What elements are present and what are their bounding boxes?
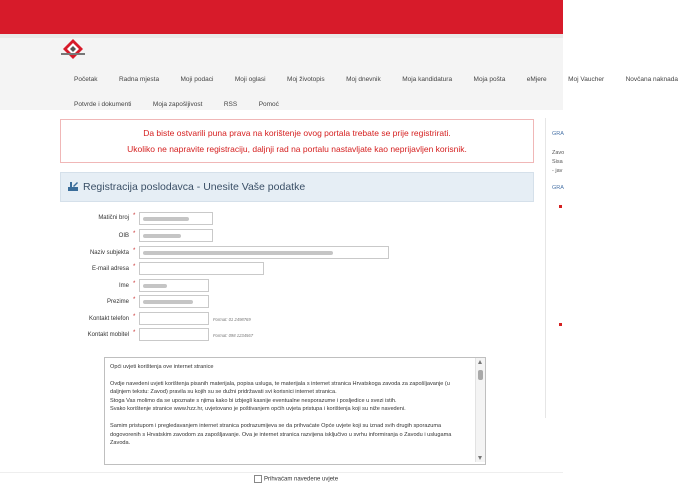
nav-novcana-naknada[interactable]: Novčana naknada bbox=[625, 76, 678, 83]
redacted-value bbox=[143, 217, 189, 221]
label-oib: OIB bbox=[118, 233, 129, 239]
redacted-value bbox=[143, 234, 181, 238]
required-marker: * bbox=[133, 330, 136, 336]
accept-terms-label[interactable]: Prihvaćam navedene uvjete bbox=[264, 476, 339, 483]
scroll-down-arrow-icon[interactable] bbox=[478, 456, 482, 460]
terms-paragraph-1: Ovdje navedeni uvjeti korištenja pisanih materijala, popisa usluga, te materijala s internet stranica Hrvatskoga zavoda za zapošljavanje (u daljnjem tekstu: Zavod) pravila su kojih su se dužni pridržavati svi korisnici internet stranica. bbox=[110, 380, 450, 396]
label-naziv-subjekta: Naziv subjekta bbox=[89, 250, 129, 256]
mobitel-format-hint: Format: 098 1234567 bbox=[213, 333, 254, 338]
email-field[interactable] bbox=[139, 262, 264, 275]
label-kontakt-mobitel: Kontakt mobitel bbox=[87, 332, 129, 338]
ime-input[interactable] bbox=[139, 279, 209, 292]
sidebar-item-1[interactable]: GRA bbox=[552, 131, 564, 137]
redacted-value bbox=[143, 300, 193, 304]
required-marker: * bbox=[133, 314, 136, 320]
nav-pocetak[interactable]: Početak bbox=[74, 76, 98, 83]
sidebar-item-3: Sisa bbox=[552, 159, 563, 165]
redacted-value bbox=[143, 284, 167, 288]
nav-pomoc[interactable]: Pomoć bbox=[258, 101, 279, 108]
sidebar-item-5[interactable]: GRA bbox=[552, 185, 564, 191]
section-title: Registracija poslodavca - Unesite Vaše podatke bbox=[83, 181, 306, 193]
nav-potvrde-i-dokumenti[interactable]: Potvrde i dokumenti bbox=[74, 101, 132, 108]
kontakt-telefon-input[interactable] bbox=[139, 312, 209, 325]
terms-content bbox=[110, 363, 472, 456]
prezime-input[interactable] bbox=[139, 295, 209, 308]
nav-moj-dnevnik[interactable]: Moj dnevnik bbox=[346, 76, 381, 83]
kontakt-mobitel-input[interactable] bbox=[139, 328, 209, 341]
label-prezime: Prezime bbox=[106, 299, 129, 305]
required-marker: * bbox=[133, 231, 136, 237]
registration-warning-box bbox=[60, 119, 534, 163]
label-email: E-mail adresa bbox=[91, 266, 129, 272]
redacted-value bbox=[143, 251, 333, 255]
terms-paragraph-2: Stoga Vas molimo da se upoznate s njima kako bi izbjegli kasnije eventualne nesporazume i posljedice u svezi istih. bbox=[110, 397, 397, 404]
naziv-subjekta-input[interactable] bbox=[139, 246, 389, 259]
nav-moja-zaposljivost[interactable]: Moja zapošljivost bbox=[152, 101, 203, 108]
label-maticni-broj: Matični broj bbox=[98, 215, 129, 221]
accept-terms-checkbox[interactable] bbox=[254, 475, 262, 483]
warning-line-1: Da biste ostvarili puna prava na korištenje ovog portala trebate se prije registrirati. bbox=[143, 128, 451, 138]
nav-moj-vaucher[interactable]: Moj Vaucher bbox=[568, 76, 605, 83]
scroll-up-arrow-icon[interactable] bbox=[478, 360, 482, 364]
sidebar-marker-2 bbox=[559, 323, 562, 326]
required-marker: * bbox=[133, 281, 136, 287]
terms-paragraph-3: Svako korištenje stranice www.hzz.hr, uvjetovano je poštivanjem općih uvjeta pristupa i korištenja koji su niže navedeni. bbox=[110, 406, 406, 413]
nav-moji-oglasi[interactable]: Moji oglasi bbox=[234, 76, 266, 83]
oib-input[interactable] bbox=[139, 229, 213, 242]
accept-terms-row bbox=[254, 475, 338, 483]
scrollbar-thumb[interactable] bbox=[478, 370, 483, 380]
telefon-format-hint: Format: 01 2498769 bbox=[213, 317, 251, 322]
terms-paragraph-4: Samim pristupom i pregledavanjem internet stranica podrazumijeva se da prihvaćate Opće uvjete koji su iznad svih drugih sporazuma dogovorenih s Hrvatskim zavodom za zapošljavanje. Ova je internet stranica razvijena isključivo u svrhu informiranja o Zavodu i uslugama Zavoda. bbox=[110, 422, 452, 447]
divider bbox=[0, 472, 563, 473]
nav-moja-kandidatura[interactable]: Moja kandidatura bbox=[402, 76, 453, 83]
required-marker: * bbox=[133, 248, 136, 254]
required-marker: * bbox=[133, 264, 136, 270]
main-nav-row-1 bbox=[74, 68, 695, 83]
nav-radna-mjesta[interactable]: Radna mjesta bbox=[118, 76, 160, 83]
required-marker: * bbox=[133, 213, 136, 219]
hzz-logo-icon[interactable] bbox=[58, 38, 88, 60]
nav-moja-posta[interactable]: Moja pošta bbox=[473, 76, 506, 83]
label-ime: Ime bbox=[118, 283, 129, 289]
nav-moj-zivotopis[interactable]: Moj životopis bbox=[287, 76, 325, 83]
terms-scrollbar[interactable] bbox=[475, 358, 485, 462]
label-kontakt-telefon: Kontakt telefon bbox=[88, 316, 129, 322]
nav-emjere[interactable]: eMjere bbox=[526, 76, 547, 83]
terms-title: Opći uvjeti korištenja ove internet stranice bbox=[110, 364, 214, 370]
main-nav-row-2 bbox=[74, 93, 296, 108]
required-marker: * bbox=[133, 297, 136, 303]
sidebar-item-4: - jav bbox=[552, 168, 563, 174]
employer-registration-header bbox=[60, 172, 534, 202]
employer-register-icon bbox=[68, 181, 78, 191]
sidebar-item-2: Zavo bbox=[552, 150, 565, 156]
top-brand-bar bbox=[0, 0, 563, 34]
terms-textarea[interactable] bbox=[104, 357, 486, 465]
warning-line-2: Ukoliko ne napravite registraciju, daljnji rad na portalu nastavljate kao neprijavljen korisnik. bbox=[127, 144, 467, 154]
nav-rss[interactable]: RSS bbox=[223, 101, 238, 108]
nav-moji-podaci[interactable]: Moji podaci bbox=[180, 76, 214, 83]
maticni-broj-input[interactable] bbox=[139, 212, 213, 225]
sidebar-marker-1 bbox=[559, 205, 562, 208]
